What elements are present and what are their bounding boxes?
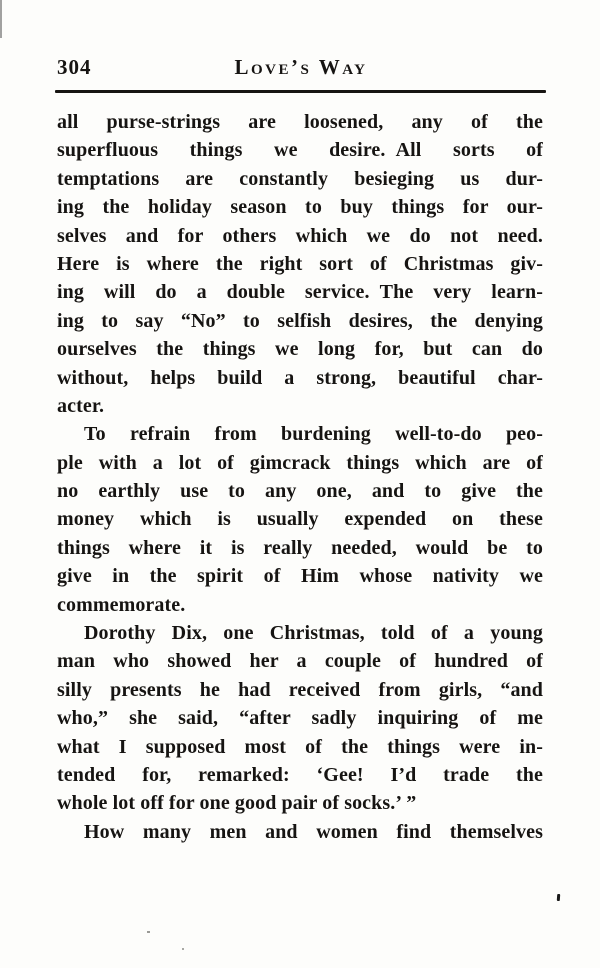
text-line: ing will do a double service. The very learn- <box>57 281 543 304</box>
text-line: superfluous things we desire. All sorts of <box>57 139 543 162</box>
scan-artifact-dot <box>147 931 150 933</box>
running-header <box>57 55 545 81</box>
text-line: man who showed her a couple of hundred of <box>57 650 543 673</box>
text-line: temptations are constantly besieging us dur- <box>57 167 543 190</box>
text-line: whole lot off for one good pair of socks.’ ” <box>57 792 417 815</box>
text-line: no earthly use to any one, and to give the <box>57 480 543 503</box>
text-line: Dorothy Dix, one Christmas, told of a young <box>84 622 543 645</box>
text-line: tended for, remarked: ‘Gee! I’d trade the <box>57 763 543 786</box>
scan-artifact-dot <box>182 948 184 950</box>
text-line: To refrain from burdening well-to-do peo- <box>84 423 543 446</box>
header-rule <box>55 90 546 93</box>
text-line: commemorate. <box>57 593 186 616</box>
page-number: 304 <box>57 55 92 79</box>
text-line: money which is usually expended on these <box>57 508 543 531</box>
text-line: selves and for others which we do not need. <box>57 224 543 247</box>
scan-artifact-edge <box>0 0 2 38</box>
text-line: who,” she said, “after sadly inquiring of me <box>57 707 543 730</box>
text-line: silly presents he had received from girls, “and <box>57 678 543 701</box>
text-line: ing the holiday season to buy things for our- <box>57 196 543 219</box>
text-line: How many men and women find themselves <box>84 820 543 843</box>
running-title: Love’s Way <box>234 55 368 79</box>
text-line: give in the spirit of Him whose nativity we <box>57 565 543 588</box>
text-line: all purse-strings are loosened, any of the <box>57 111 543 133</box>
scan-artifact-speck <box>557 894 560 901</box>
text-line: ourselves the things we long for, but can do <box>57 338 543 361</box>
text-line: what I supposed most of the things were in- <box>57 735 543 758</box>
text-line: acter. <box>57 394 105 417</box>
text-block <box>57 108 543 846</box>
text-line: Here is where the right sort of Christmas giv- <box>57 252 543 275</box>
text-line: things where it is really needed, would be to <box>57 536 543 559</box>
text-line: ple with a lot of gimcrack things which are of <box>57 451 543 474</box>
text-line: without, helps build a strong, beautiful char- <box>57 366 543 389</box>
text-line: ing to say “No” to selfish desires, the denying <box>57 309 543 332</box>
